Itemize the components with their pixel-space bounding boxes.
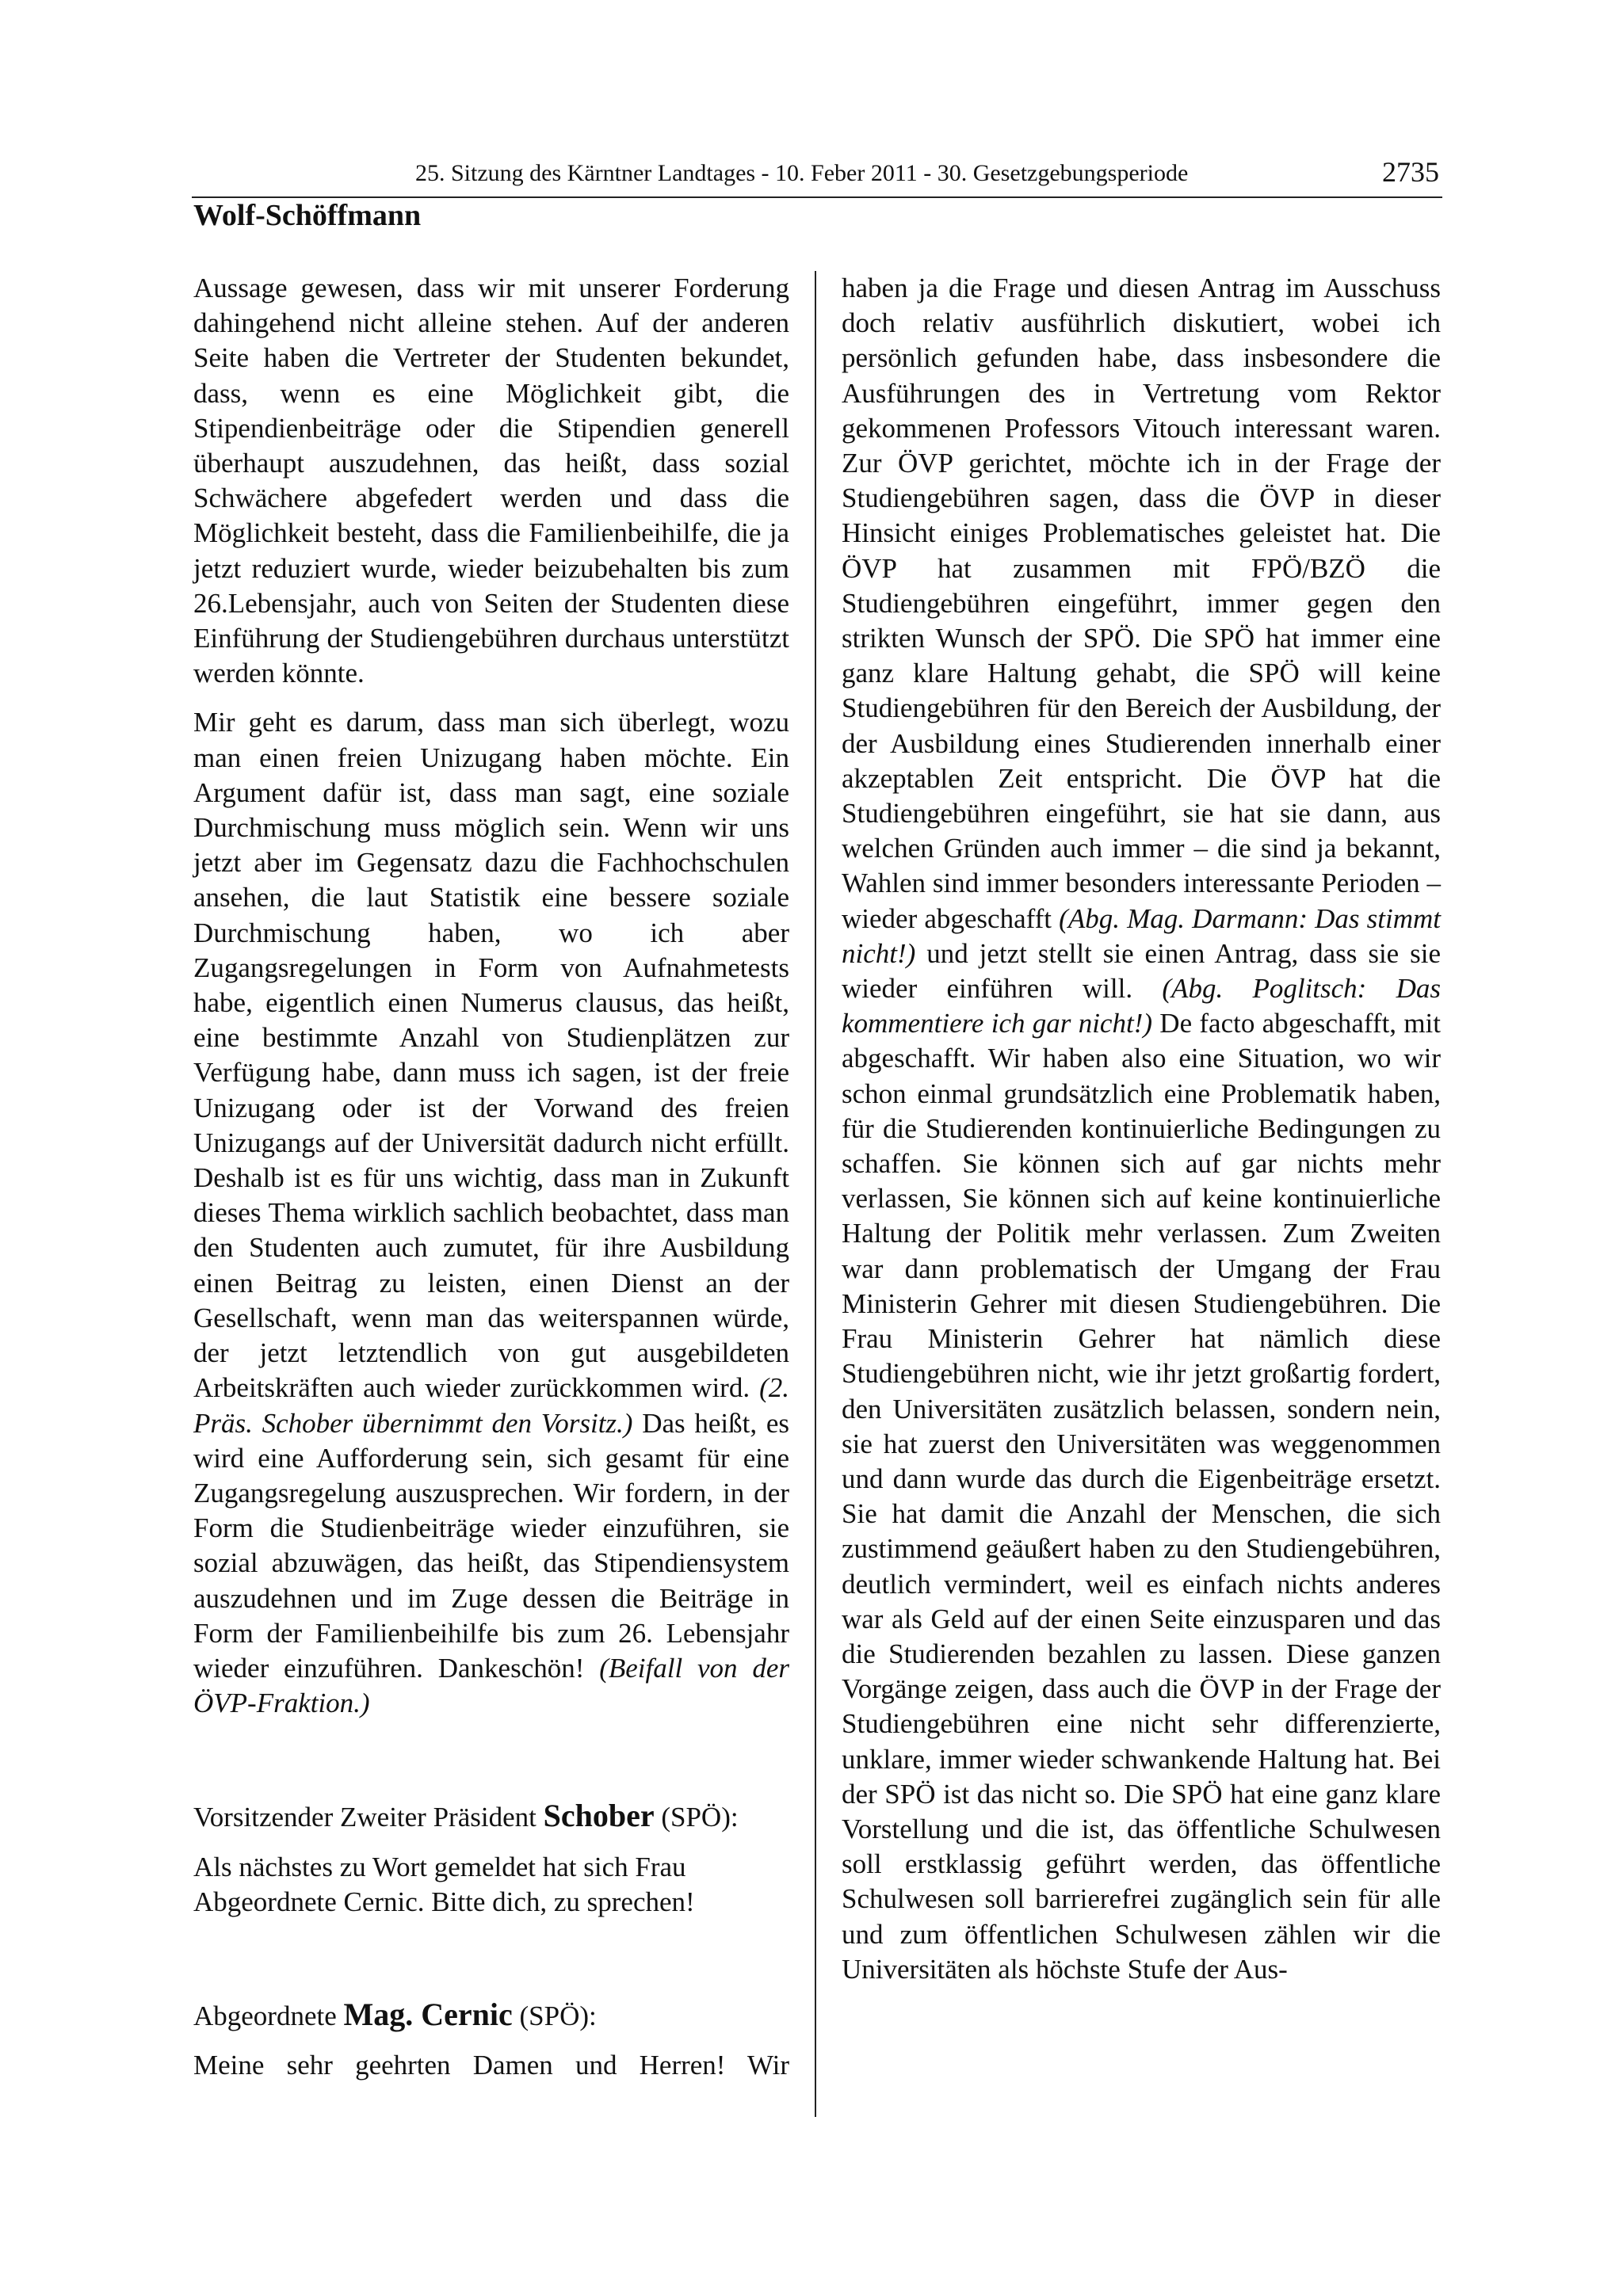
speaker-name: Mag. Cernic [343,1996,513,2032]
interjection: (Abg. Poglitsch: Das kommentiere ich gar nicht!) [842,973,1442,1039]
speaker-name: Schober [543,1798,655,1834]
paragraph-text: haben ja die Frage und diesen Antrag im Ausschuss doch relativ ausführlich diskutiert, wobei ich persönlich gefunden habe, dass insbesondere die Ausführungen des in Vertretung vom Rektor gekommenen Professors Vitouch interessant waren. Zur ÖVP gerichtet, möchte ich in der Frage der Studiengebühren sagen, dass die ÖVP in dieser Hinsicht einiges Problematisches geleistet hat. Die ÖVP hat zusammen mit FPÖ/BZÖ die Studiengebühren eingeführt, immer gegen den strikten Wunsch der SPÖ. Die SPÖ hat immer eine ganz klare Haltung gehabt, die SPÖ will keine Studiengebühren für den Bereich der Ausbildung, der der Ausbildung eines Studierenden innerhalb einer akzeptablen Zeit entspricht. Die ÖVP hat die Studiengebühren eingeführt, sie hat sie dann, aus welchen Gründen auch immer – die sind ja bekannt, Wahlen sind immer besonders interessante Perioden – wieder abgeschafft [842,273,1441,934]
column-divider [815,271,816,2117]
right-column [842,271,1441,1987]
paragraph-text: De facto abgeschafft, mit abgeschafft. Wir haben also eine Situation, wo wir schon einmal grundsätzlich eine Problematik haben, für die Studierenden kontinuierliche Bedingungen zu schaffen. Sie können sich auf gar nichts mehr verlassen, Sie können sich auf keine kontinuierliche Haltung der Politik mehr verlassen. Zum Zweiten war dann problematisch der Umgang der Frau Ministerin Gehrer mit diesen Studiengebühren. Die Frau Ministerin Gehrer hat nämlich diese Studiengebühren nicht, wie ihr jetzt großartig fordert, den Universitäten zusätzlich belassen, sondern nein, sie hat zuerst den Universitäten was weggenommen und dann wurde das durch die Eigenbeiträge ersetzt. Sie hat damit die Anzahl der Menschen, die sich zustimmend geäußert haben zu den Studiengebühren, deutlich vermindert, weil es einfach nichts anderes war als Geld auf der einen Seite einzusparen und das die Studierenden bezahlen zu lassen. Diese ganzen Vorgänge zeigen, dass auch die ÖVP in der Frage der Studiengebühren eine nicht sehr differenzierte, unklare, immer wieder schwankende Haltung hat. Bei der SPÖ ist das nicht so. Die SPÖ hat eine ganz klare Vorstellung und die ist, das öffentliche Schulwesen soll erstklassig geführt werden, das öffentliche Schulwesen soll barrierefrei zugänglich sein für alle und zum öffentlichen Schulwesen zählen wir die Universitäten als höchste Stufe der Aus- [842,1008,1442,1985]
paragraph-text: und jetzt stellt sie einen Antrag, dass sie sie wieder einführen will. [842,937,1442,1005]
interjection: (Abg. Mag. Darmann: Das stimmt nicht!) [842,902,1441,969]
page-header [192,157,1442,198]
paragraph-text: Das heißt, es wird eine Aufforderung sein, sich gesamt für eine Zugangsregelung auszusprechen. Wir fordern, in der Form die Studienbeiträge wieder einzuführen, sie sozial abzuwägen, das heißt, das Stipendiensystem auszudehnen und im Zuge dessen die Beiträge in Form der Familienbeihilfe bis zum 26. Lebensjahr wieder einzuführen. Dankeschön! [193,1407,790,1684]
speaker-intro: Abgeordnete Mag. Cernic (SPÖ): [193,1996,597,2032]
paragraph: Aussage gewesen, dass wir mit unserer Forderung dahingehend nicht alleine stehen. Auf der anderen Seite haben die Vertreter der Studenten bekundet, dass, wenn es eine Möglichkeit gibt, die Stipendienbeiträge oder die Stipendien generell überhaupt auszudehnen, das heißt, dass sozial Schwächere abgefedert werden und dass die Möglichkeit besteht, dass die Familienbeihilfe, die ja jetzt reduziert wurde, wieder beizubehalten bis zum 26.Lebensjahr, auch von Seiten der Studenten diese Einführung der Studiengebühren durchaus unterstützt werden könnte. [193,273,789,689]
paragraph [842,271,1441,1987]
interjection: (2. Präs. Schober übernimmt den Vorsitz.) [193,1372,790,1439]
paragraph-text: Mir geht es darum, dass man sich überlegt, wozu man einen freien Unizugang haben möchte. Ein Argument dafür ist, dass man sagt, eine soziale Durchmischung muss möglich sein. Wenn wir uns jetzt aber im Gegensatz dazu die Fachhochschulen ansehen, die laut Statistik eine bessere soziale Durchmischung haben, wo ich aber Zugangsregelungen in Form von Aufnahmetests habe, eigentlich einen Numerus clausus, das heißt, eine bestimmte Anzahl von Studienplätzen zur Verfügung habe, dann muss ich sagen, ist der freie Unizugang oder ist der Vorwand des freien Unizugangs auf der Universität dadurch nicht erfüllt. Deshalb ist es für uns wichtig, dass man in Zukunft dieses Thema wirklich sachlich beobachtet, dass man den Studenten auch zumutet, für ihre Ausbildung einen Beitrag zu leisten, einen Dienst an der Gesellschaft, wenn man das weiterspannen würde, der jetzt letztendlich von gut ausgebildeten Arbeitskräften auch wieder zurückkommen wird. [193,707,789,1404]
speaker-intro: Vorsitzender Zweiter Präsident Schober (SPÖ): [193,1798,739,1834]
paragraph [193,705,789,1721]
left-column [193,271,789,2083]
paragraph: Meine sehr geehrten Damen und Herren! Wir [193,2050,789,2081]
paragraph: Als nächstes zu Wort gemeldet hat sich Frau Abgeordnete Cernic. Bitte dich, zu sprechen! [193,1851,695,1917]
speaker-running-head: Wolf-Schöffmann [193,199,422,232]
interjection: (Beifall von der ÖVP-Fraktion.) [193,1652,789,1719]
session-title: 25. Sitzung des Kärntner Landtages - 10. Feber 2011 - 30. Gesetzgebungsperiode [415,160,1189,186]
page-number: 2735 [1382,156,1439,188]
